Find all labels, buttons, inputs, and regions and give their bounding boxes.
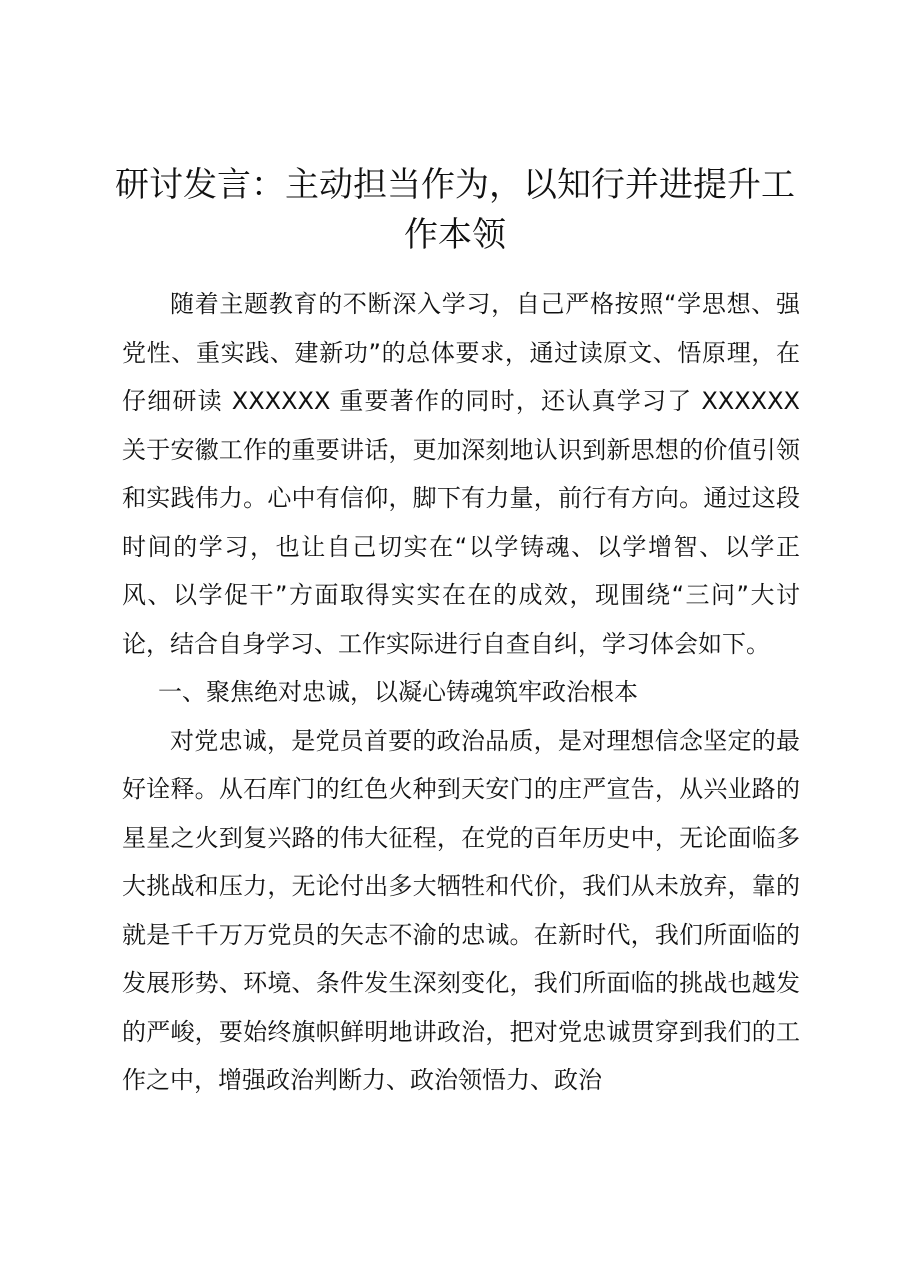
section-paragraph: 对党忠诚，是党员首要的政治品质，是对理想信念坚定的最好诠释。从石库门的红色火种到天安门的庄严宣告，从兴业路的星星之火到复兴路的伟大征程，在党的百年历史中，无论面临多大挑战和压力，无论付出多大牺牲和代价，我们从未放弃，靠的就是千千万万党员的矢志不渝的忠诚。在新时代，我们所面临的发展形势、环境、条件发生深刻变化，我们所面临的挑战也越发的严峻，要始终旗帜鲜明地讲政治，把对党忠诚贯穿到我们的工作之中，增强政治判断力、政治领悟力、政治 — [122, 726, 800, 1094]
document-body — [122, 280, 800, 1105]
document-title: 研讨发言：主动担当作为，以知行并进提升工作本领 — [115, 165, 795, 255]
section-heading: 一、聚焦绝对忠诚，以凝心铸魂筑牢政治根本 — [158, 678, 638, 706]
intro-paragraph: 随着主题教育的不断深入学习，自己严格按照“学思想、强党性、重实践、建新功”的总体要求，通过读原文、悟原理，在仔细研读 XXXXXX 重要著作的同时，还认真学习了 XXXXXX 关于安徽工作的重要讲话，更加深刻地认识到新思想的价值引领和实践伟力。心中有信仰，脚下有力量，前行有方向。通过这段时间的学习，也让自己切实在“以学铸魂、以学增智、以学正风、以学促干”方面取得实实在在的成效，现围绕“三问”大讨论，结合自身学习、工作实际进行自查自纠，学习体会如下。 — [122, 290, 800, 658]
